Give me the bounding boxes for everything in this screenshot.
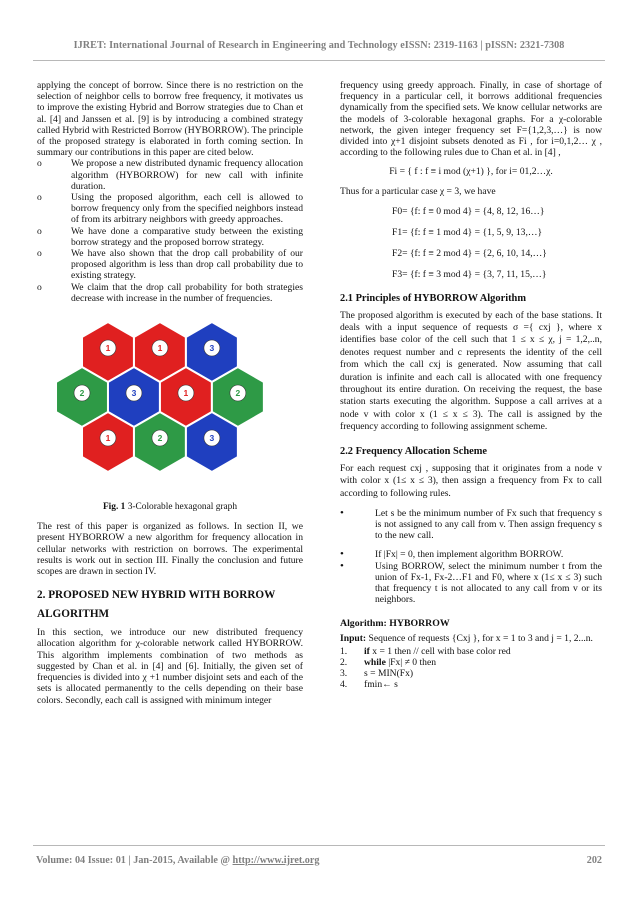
section-2-title-cont: ALGORITHM (37, 608, 110, 621)
left-column (37, 80, 303, 706)
right-column (340, 80, 602, 691)
node-label: 2 (235, 388, 241, 399)
node-label: 2 (157, 433, 163, 444)
list-item: o We have done a comparative study between the existing borrow strategy and the proposed borrow strategy. (37, 225, 303, 248)
node-label: 2 (79, 388, 85, 399)
node-label: 3 (131, 388, 137, 399)
hexagonal-graph-figure (37, 314, 303, 500)
node-label: 1 (105, 433, 111, 444)
bullet-marker: o (37, 225, 42, 237)
page-footer: Volume: 04 Issue: 01 | Jan-2015, Available @ http://www.ijret.org 202 (36, 855, 602, 866)
section-2-2-title: 2.2 Frequency Allocation Scheme (340, 445, 487, 457)
node-label: 1 (183, 388, 189, 399)
bullet-marker: • (340, 559, 344, 572)
figure-caption: Fig. 1 3-Colorable hexagonal graph (102, 502, 238, 513)
journal-link[interactable]: http://www.ijret.org (232, 855, 320, 866)
set-f1: F1= {f: f ≡ 1 mod 4} = {1, 5, 9, 13,…} (392, 227, 543, 239)
algorithm-input: Input: Sequence of requests {Cxj }, for x = 1 to 3 and j = 1, 2...n. (340, 632, 593, 644)
bullet-marker: o (37, 248, 42, 260)
algorithm-step: 2. while |Fx| ≠ 0 then (340, 656, 437, 668)
algorithm-step: 1. if x = 1 then // cell with base color red (340, 645, 511, 657)
subset-formula: Fi = { f : f ≡ i mod (χ+1) }, for i= 01,2…χ. (389, 166, 553, 178)
bullet-marker: o (37, 192, 42, 204)
section-2-1-title: 2.1 Principles of HYBORROW Algorithm (340, 292, 526, 304)
algorithm-title: Algorithm: HYBORROW (340, 617, 450, 629)
rule-item: • Let s be the minimum number of Fx such that frequency s is not assigned to any call from v. Then assign frequency s to the new call. (340, 506, 602, 542)
journal-header: IJRET: International Journal of Research in Engineering and Technology eISSN: 2319-1163 | pISSN: 2321-7308 (73, 40, 565, 51)
frequency-paragraph: frequency using greedy approach. Finally, in case of shortage of frequency in a particular cell, it borrows additional frequencies dynamically from the specified sets. We know cellular networks are the models of 3-colorable hexagonal graphs. For a χ-colorable network, the given integer frequency set F={1,2,3,…} is now divided into χ+1 disjoint subsets denoted as Fi , for i=0,1,2… χ , according to the following rules due to Chan et al. in [4] , (340, 80, 602, 159)
footer-rule (33, 845, 605, 846)
bullet-marker: • (340, 506, 344, 519)
list-item: o We claim that the drop call probability for both strategies decrease with increase in the number of frequencies. (37, 281, 303, 304)
node-label: 3 (209, 343, 215, 354)
section-2-1-paragraph: The proposed algorithm is executed by each of the base stations. It deals with a input sequence of requests σ ={ cxj }, where x identifies base color of the cell such that 1 ≤ x ≤ χ, j = 1,2,..n, denotes request number and c represents the identity of the cell from which the call cxj is generated. Now assuming that call duration is infinite and each call is allocated with one frequency throughout its entire duration. On receiving the request, the base station starts executing the algorithm. Suppose a call arrives at a node v with color x (1 ≤ x ≤ 3). The call is assigned by the frequency according to following assignment scheme. (340, 309, 602, 433)
bullet-marker: • (340, 547, 344, 560)
section-2-paragraph: In this section, we introduce our new distributed frequency allocation algorithm for χ-colorable network called HYBORROW. This algorithm implements combination of two methods as suggested by Chan et al. in [4] and [6]. Initially, the given set of frequencies is divided into χ +1 number disjoint sets and each of the sets is allocated permanently to the cells depending on their base colors. Secondly, each call is assigned with minimum integer (37, 627, 303, 706)
set-f2: F2= {f: f ≡ 2 mod 4} = {2, 6, 10, 14,…} (392, 248, 547, 260)
bullet-marker: o (37, 281, 42, 293)
algorithm-step: 4. fmin← s (340, 679, 398, 691)
organization-paragraph: The rest of this paper is organized as follows. In section II, we present HYBORROW a new algorithm for frequency allocation in cellular networks with restriction on borrows. The experimental results is work out in section III. Finally the conclusion and future scopes are drawn in section IV. (37, 521, 303, 578)
node-label: 3 (209, 433, 215, 444)
thus-line: Thus for a particular case χ = 3, we have (340, 185, 496, 197)
list-item: o We propose a new distributed dynamic frequency allocation algorithm (HYBORROW) for new call with infinite duration. (37, 158, 303, 192)
rule-item: • If |Fx| = 0, then implement algorithm BORROW. (340, 547, 564, 560)
node-label: 1 (105, 343, 111, 354)
rule-item: • Using BORROW, select the minimum number t from the union of Fx-1, Fx-2…F1 and F0, where x (1≤ x ≤ 3) such that frequency t is not allocated to any call from v or its neighbors. (340, 559, 602, 606)
intro-paragraph: applying the concept of borrow. Since there is no restriction on the selection of neighbor cells to borrow free frequency, it motivates us to improve the existing Hybrid and Borrow strategies due to Chan et al. [4] and Janssen et al. [9] is by introducing a combined strategy called Hybrid with Restricted Borrow (HYBORROW). The principle of the proposed strategy is elaborated in forth coming section. In summary our contributions in this paper are cited below. (37, 80, 303, 159)
list-item: o Using the proposed algorithm, each cell is allowed to borrow frequency only from the specified neighbors instead of from its arbitrary neighbors with greedy approaches. (37, 192, 303, 226)
section-2-2-paragraph: For each request cxj , supposing that it originates from a node v with color x (1≤ x ≤ 3), then assign a frequency from Fx to call according to following rules. (340, 462, 602, 499)
section-2-title: 2. PROPOSED NEW HYBRID WITH BORROW (37, 589, 276, 602)
page-number: 202 (586, 855, 602, 866)
algorithm-step: 3. s = MIN(Fx) (340, 668, 414, 680)
set-f0: F0= {f: f ≡ 0 mod 4} = {4, 8, 12, 16…} (392, 205, 545, 217)
header-rule (33, 60, 605, 61)
node-label: 1 (157, 343, 163, 354)
bullet-marker: o (37, 158, 42, 170)
list-item: o We have also shown that the drop call probability of our proposed algorithm is less than drop call probability due to existing strategy. (37, 248, 303, 282)
contributions-list (37, 158, 303, 304)
set-f3: F3= {f: f ≡ 3 mod 4} = {3, 7, 11, 15,…} (392, 269, 547, 281)
